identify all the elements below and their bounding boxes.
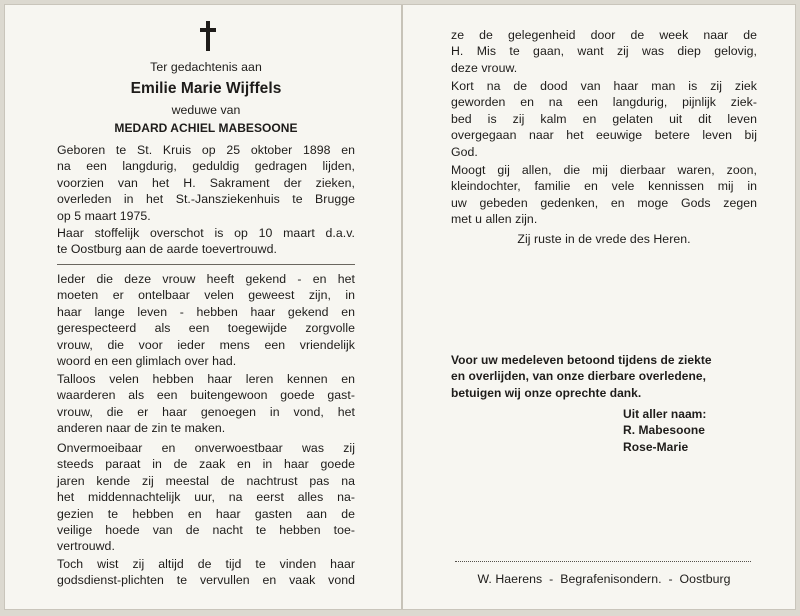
text-line: het middennachtelijk uur, na eerst alles na-	[57, 490, 355, 505]
text-line: Voor uw medeleven betoond tijdens de ziekte	[451, 353, 712, 367]
text-line: vrouw, die voor ieder mens een vriendelijk	[57, 337, 355, 352]
text-line: Talloos velen hebben haar leren kennen en	[57, 372, 355, 386]
text-line: Onvermoeibaar en onverwoestbaar was zij	[57, 441, 355, 455]
paragraph-illness	[451, 78, 757, 160]
paragraph-1	[57, 271, 355, 369]
text-line: H. Mis te gaan, want zij was diep gelovig,	[451, 44, 757, 59]
widow-of-line: weduwe van	[171, 103, 241, 117]
text-line: vertrouwd.	[57, 539, 115, 554]
text-line: overgegaan naar het eeuwige betere leven bij	[451, 128, 757, 143]
in-memory-line: Ter gedachtenis aan	[150, 60, 262, 74]
text-line: bed is zij kalm en gelaten uit dit leven	[451, 111, 757, 126]
text-line: te Oostburg aan de aarde toevertrouwd.	[57, 242, 277, 257]
text-line: betuigen wij onze oprechte dank.	[451, 385, 642, 400]
text-line: deze vrouw.	[451, 60, 518, 75]
memorial-card	[4, 4, 796, 610]
paragraph-continued	[451, 27, 757, 76]
text-line: met u allen zijn.	[451, 212, 538, 227]
text-line: op 5 maart 1975.	[57, 208, 151, 223]
signer-name: Rose-Marie	[623, 439, 689, 454]
paragraph-4	[57, 556, 355, 589]
text-line: anderen naar de zin te maken.	[57, 421, 226, 436]
text-line: en overlijden, van onze dierbare overledene,	[451, 369, 706, 384]
burial-paragraph	[57, 225, 355, 258]
text-line: uw gebeden gedenken, en moge Gods zegen	[451, 195, 757, 210]
center-fold	[401, 5, 403, 609]
husband-name: MEDARD ACHIEL MABESOONE	[114, 121, 298, 135]
text-line: Toch wist zij altijd de tijd te vinden haar	[57, 557, 355, 571]
text-line: God.	[451, 144, 478, 159]
text-line: Moogt gij allen, die mij dierbaar waren, zoon,	[451, 163, 757, 177]
text-line: Geboren te St. Kruis op 25 oktober 1898 en	[57, 143, 355, 157]
text-line: Kort na de dood van haar man is zij ziek	[451, 79, 757, 93]
text-line: vrouw, die er haar genoegen in vond, het	[57, 404, 355, 419]
text-line: steeds paraat in de zaak en in haar goede	[57, 457, 355, 472]
text-line: Ieder die deze vrouw heeft gekend - en het	[57, 272, 355, 286]
paragraph-3	[57, 440, 355, 555]
text-line: gerespecteerd als een toegewijde zorgvolle	[57, 321, 355, 336]
divider-rule	[57, 264, 355, 265]
text-line: Haar stoffelijk overschot is op 10 maart d.a.v.	[57, 226, 355, 240]
text-line: overleden in het St.-Jansziekenhuis te Brugge	[57, 192, 355, 207]
text-line: godsdienst-plichten te vervullen en vaak vond	[57, 573, 355, 588]
signer-name: R. Mabesoone	[623, 423, 705, 438]
text-line: haar lange leven - hebben haar gekend en	[57, 304, 355, 319]
cross-icon	[200, 21, 216, 51]
text-line: ze de gelegenheid door de week naar de	[451, 28, 757, 42]
rest-in-peace: Zij ruste in de vrede des Heren.	[517, 232, 691, 246]
text-line: geworden en na een langdurig, pijnlijk ziek-	[451, 95, 757, 110]
signoff	[623, 406, 763, 455]
paragraph-prayer	[451, 162, 757, 228]
text-line: woord en een glimlach over had.	[57, 354, 237, 369]
on-behalf-line: Uit aller naam:	[623, 407, 707, 421]
thanks-paragraph	[451, 352, 757, 401]
funeral-director: W. Haerens - Begrafenisondern. - Oostburg	[477, 572, 731, 586]
text-line: voorzien van het H. Sakrament der zieken,	[57, 175, 355, 190]
bio-paragraph	[57, 142, 355, 224]
text-line: moeten er ontelbaar velen geweest zijn, in	[57, 288, 355, 303]
text-line: waarderen als een buitengewoon goede gast-	[57, 388, 355, 403]
text-line: jaren kende zij meestal de nachtrust pas na	[57, 473, 355, 488]
right-page	[451, 5, 757, 609]
left-page	[57, 5, 355, 609]
footer-dotted-rule	[455, 561, 751, 562]
text-line: gezien te hebben en haar gasten aan de	[57, 506, 355, 521]
text-line: veilige hoede van de nacht te hebben toe-	[57, 523, 355, 538]
text-line: kleindochter, familie en vele kennissen mij in	[451, 179, 757, 194]
deceased-name: Emilie Marie Wijffels	[130, 80, 282, 97]
text-line: na een langdurig, geduldig gedragen lijden,	[57, 159, 355, 174]
paragraph-2	[57, 371, 355, 437]
